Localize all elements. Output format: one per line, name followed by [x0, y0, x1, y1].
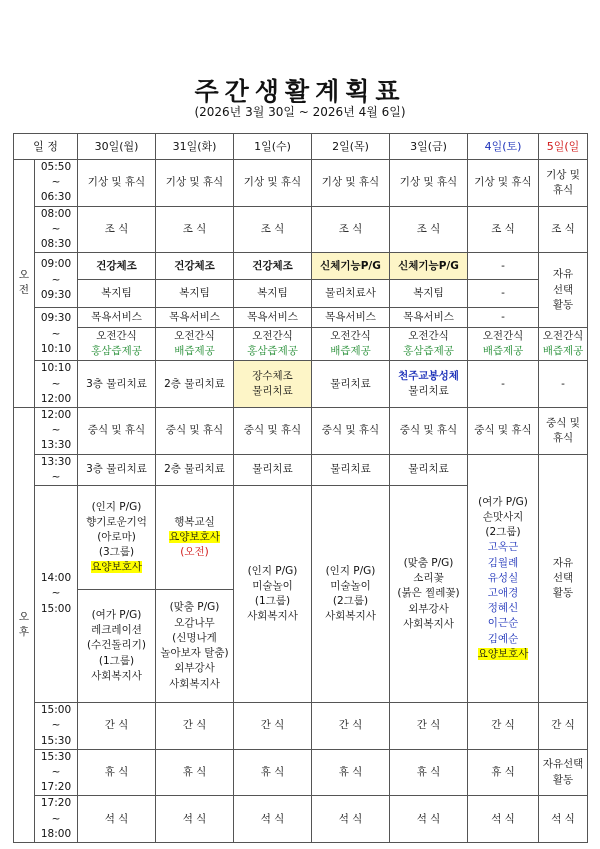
cell-bath: 목욕서비스 [234, 308, 312, 328]
cell-pt-pm: 물리치료 [312, 454, 390, 485]
row-snack-pm [14, 703, 588, 750]
cell-bath: 목욕서비스 [390, 308, 468, 328]
cell-exercise: 건강체조 [156, 253, 234, 280]
cell-wake: 기상 및 휴식 [156, 160, 234, 207]
row-exercise [14, 253, 588, 280]
cell-late-am: 장수체조 물리치료 [234, 361, 312, 408]
cell-dinner: 석 식 [312, 796, 390, 843]
row-pt-pm [14, 454, 588, 485]
cell-sat-program: (여가 P/G) 손맛사지 (2그룹) 고옥근 김월례 유성실 고애경 정혜신 이근순 김예순 요양보호사 [468, 454, 539, 702]
cell-rest: 휴 식 [78, 749, 156, 796]
cell-snack-pm: 간 식 [78, 703, 156, 750]
cell-welfare: 복지팀 [78, 280, 156, 308]
cell-lunch: 중식 및 휴식 [312, 407, 390, 454]
cell-exercise: 건강체조 [78, 253, 156, 280]
time-cell: 17:20 ~ 18:00 [35, 796, 78, 843]
cell-program: (인지 P/G) 향기로운기억 (아로마) (3그룹) 요양보호사 [78, 486, 156, 590]
cell-dinner: 석 식 [78, 796, 156, 843]
cell-late-am: 2층 물리치료 [156, 361, 234, 408]
cell-pt-pm: 물리치료 [390, 454, 468, 485]
cell-breakfast: 조 식 [312, 206, 390, 253]
cell-breakfast: 조 식 [539, 206, 588, 253]
row-welfare [14, 280, 588, 308]
cell-rest: 휴 식 [156, 749, 234, 796]
cell-bath: 목욕서비스 [312, 308, 390, 328]
schedule-period: (2026년 3월 30일 ~ 2026년 4월 6일) [194, 105, 406, 119]
cell-breakfast: 조 식 [234, 206, 312, 253]
day-header-sun: 5일(일 [539, 134, 588, 160]
cell-breakfast: 조 식 [78, 206, 156, 253]
cell-dinner: 석 식 [390, 796, 468, 843]
cell-sunday-free: 자유 선택 활동 [539, 253, 588, 328]
time-cell: 09:00 ~ 09:30 [35, 253, 78, 308]
day-header-mon: 30일(월) [78, 134, 156, 160]
cell-rest: 휴 식 [468, 749, 539, 796]
time-cell: 10:10 ~ 12:00 [35, 361, 78, 408]
cell-wake: 기상 및 휴식 [468, 160, 539, 207]
day-header-sat: 4일(토) [468, 134, 539, 160]
cell-program: 행복교실 요양보호사 (오전) [156, 486, 234, 590]
time-cell: 05:50 ~ 06:30 [35, 160, 78, 207]
part-pm: 오 후 [14, 407, 35, 842]
cell-bath: 목욕서비스 [78, 308, 156, 328]
time-cell: 12:00 ~ 13:30 [35, 407, 78, 454]
cell-late-am: 천주교봉성체 물리치료 [390, 361, 468, 408]
cell-wake: 기상 및 휴식 [390, 160, 468, 207]
cell-dinner: 석 식 [234, 796, 312, 843]
cell-snack-am: 오전간식 배즙제공 [539, 328, 588, 361]
header-row [14, 134, 588, 160]
cell-lunch: 중식 및 휴식 [390, 407, 468, 454]
row-lunch [14, 407, 588, 454]
cell-program: (인지 P/G) 미술놀이 (1그룹) 사회복지사 [234, 486, 312, 703]
schedule-header: 일 정 [14, 134, 78, 160]
row-late-am [14, 361, 588, 408]
row-wake [14, 160, 588, 207]
part-am: 오 전 [14, 160, 35, 408]
cell-exercise: 신체기능P/G [390, 253, 468, 280]
cell-program: (인지 P/G) 미술놀이 (2그룹) 사회복지사 [312, 486, 390, 703]
cell-sun-program: 자유 선택 활동 [539, 454, 588, 702]
page-title: 주간생활계획표 [194, 77, 406, 106]
cell-breakfast: 조 식 [156, 206, 234, 253]
cell-program: (맞춤 P/G) 오감나무 (신명나게 놀아보자 탈춤) 외부강사 사회복지사 [156, 590, 234, 703]
weekly-schedule-table [13, 133, 588, 843]
cell-wake: 기상 및 휴식 [234, 160, 312, 207]
cell-lunch: 중식 및 휴식 [234, 407, 312, 454]
cell-lunch: 중식 및 휴식 [156, 407, 234, 454]
cell-program: (여가 P/G) 레크레이션 (수건돌리기) (1그룹) 사회복지사 [78, 590, 156, 703]
cell-snack-am: 오전간식 배즙제공 [312, 328, 390, 361]
time-cell: 15:30 ~ 17:20 [35, 749, 78, 796]
cell-rest-sun: 자유선택 활동 [539, 749, 588, 796]
row-bath [14, 308, 588, 328]
day-header-fri: 3일(금) [390, 134, 468, 160]
cell-welfare: 복지팀 [234, 280, 312, 308]
cell-snack-pm: 간 식 [539, 703, 588, 750]
time-cell: 13:30 ~ [35, 454, 78, 485]
cell-rest: 휴 식 [234, 749, 312, 796]
cell-pt-pm: 물리치료 [234, 454, 312, 485]
cell-exercise: 건강체조 [234, 253, 312, 280]
cell-late-am: - [539, 361, 588, 408]
cell-bath: - [468, 308, 539, 328]
cell-welfare: 복지팀 [390, 280, 468, 308]
cell-pt-pm: 3층 물리치료 [78, 454, 156, 485]
cell-snack-am: 오전간식 홍삼즙제공 [78, 328, 156, 361]
cell-rest: 휴 식 [312, 749, 390, 796]
row-dinner [14, 796, 588, 843]
time-cell: 09:30 ~ 10:10 [35, 308, 78, 361]
time-cell: 08:00 ~ 08:30 [35, 206, 78, 253]
cell-breakfast: 조 식 [390, 206, 468, 253]
cell-snack-pm: 간 식 [468, 703, 539, 750]
cell-exercise: - [468, 253, 539, 280]
cell-program: (맞춤 P/G) 소리꽃 (붉은 찔레꽃) 외부강사 사회복지사 [390, 486, 468, 703]
cell-breakfast: 조 식 [468, 206, 539, 253]
row-breakfast [14, 206, 588, 253]
cell-late-am: 물리치료 [312, 361, 390, 408]
cell-welfare: 복지팀 [156, 280, 234, 308]
cell-pt-pm: 2층 물리치료 [156, 454, 234, 485]
cell-snack-pm: 간 식 [234, 703, 312, 750]
cell-dinner: 석 식 [539, 796, 588, 843]
day-header-tue: 31일(화) [156, 134, 234, 160]
cell-welfare: - [468, 280, 539, 308]
cell-rest: 휴 식 [390, 749, 468, 796]
cell-late-am: - [468, 361, 539, 408]
cell-snack-pm: 간 식 [156, 703, 234, 750]
cell-bath: 목욕서비스 [156, 308, 234, 328]
cell-wake: 기상 및 휴식 [539, 160, 588, 207]
cell-lunch: 중식 및 휴식 [468, 407, 539, 454]
row-snack-am [14, 328, 588, 361]
cell-lunch: 중식 및 휴식 [78, 407, 156, 454]
time-cell: 14:00 ~ 15:00 [35, 486, 78, 703]
cell-dinner: 석 식 [156, 796, 234, 843]
cell-late-am: 3층 물리치료 [78, 361, 156, 408]
cell-snack-am: 오전간식 홍삼즙제공 [234, 328, 312, 361]
row-rest [14, 749, 588, 796]
cell-wake: 기상 및 휴식 [78, 160, 156, 207]
cell-lunch: 중식 및 휴식 [539, 407, 588, 454]
cell-welfare: 물리치료사 [312, 280, 390, 308]
cell-exercise: 신체기능P/G [312, 253, 390, 280]
time-cell: 15:00 ~ 15:30 [35, 703, 78, 750]
cell-snack-am: 오전간식 홍삼즙제공 [390, 328, 468, 361]
cell-snack-am: 오전간식 배즙제공 [468, 328, 539, 361]
cell-dinner: 석 식 [468, 796, 539, 843]
day-header-wed: 1일(수) [234, 134, 312, 160]
day-header-thu: 2일(목) [312, 134, 390, 160]
cell-snack-pm: 간 식 [390, 703, 468, 750]
cell-snack-am: 오전간식 배즙제공 [156, 328, 234, 361]
cell-snack-pm: 간 식 [312, 703, 390, 750]
cell-wake: 기상 및 휴식 [312, 160, 390, 207]
